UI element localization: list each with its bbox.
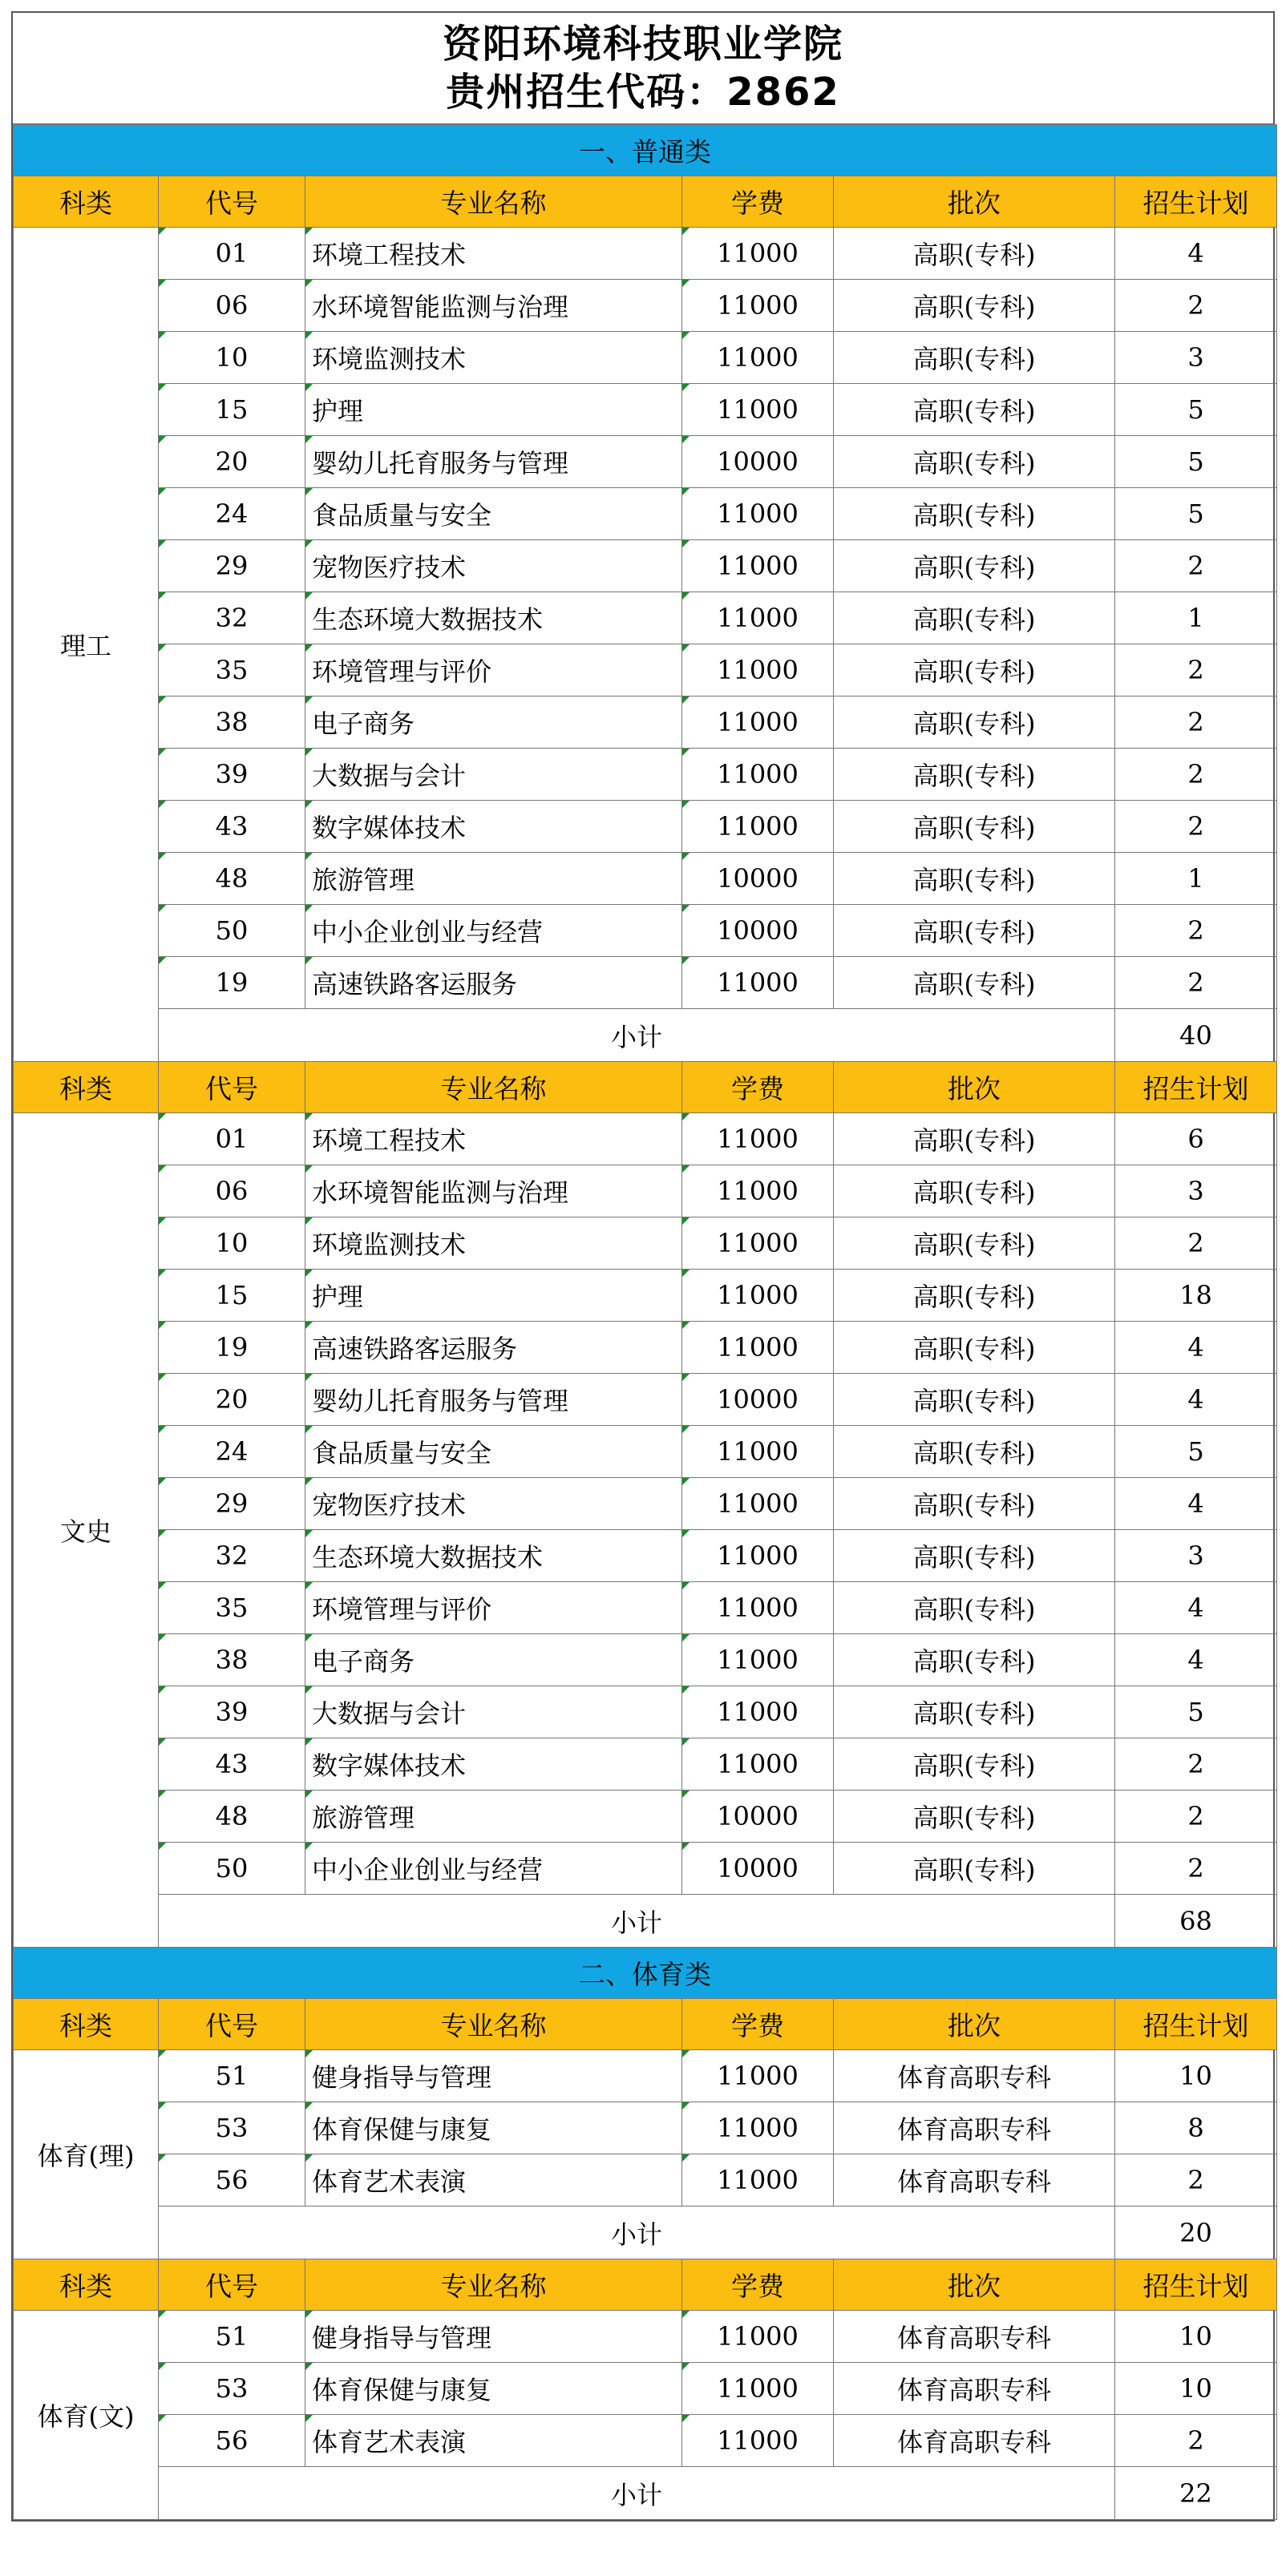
major-name-cell: 体育保健与康复 — [305, 2102, 682, 2154]
subtotal-row — [14, 1009, 1277, 1062]
section-title: 一、普通类 — [14, 125, 1277, 176]
major-name-cell: 大数据与会计 — [305, 749, 682, 801]
table-row — [14, 2102, 1277, 2154]
subtotal-label: 小计 — [159, 2207, 1115, 2259]
section-title-row — [14, 125, 1277, 176]
code-cell: 43 — [159, 1738, 305, 1791]
plan-cell: 5 — [1115, 1686, 1277, 1738]
header-plan: 招生计划 — [1115, 176, 1277, 228]
batch-cell: 高职(专科) — [834, 280, 1115, 332]
major-name-cell: 高速铁路客运服务 — [305, 957, 682, 1009]
major-name-cell: 健身指导与管理 — [305, 2050, 682, 2102]
fee-cell: 11000 — [682, 957, 834, 1009]
header-category: 科类 — [14, 1062, 159, 1113]
fee-cell: 10000 — [682, 1791, 834, 1843]
plan-cell: 4 — [1115, 1634, 1277, 1686]
code-cell: 39 — [159, 749, 305, 801]
column-header-row — [14, 2259, 1277, 2311]
fee-cell: 11000 — [682, 1113, 834, 1165]
code-cell: 53 — [159, 2363, 305, 2415]
major-name-cell: 护理 — [305, 1270, 682, 1322]
major-name-cell: 大数据与会计 — [305, 1686, 682, 1738]
fee-cell: 10000 — [682, 1374, 834, 1426]
subtotal-value: 68 — [1115, 1895, 1277, 1948]
plan-cell: 2 — [1115, 1843, 1277, 1895]
table-row — [14, 436, 1277, 488]
major-name-cell: 婴幼儿托育服务与管理 — [305, 436, 682, 488]
code-cell: 53 — [159, 2102, 305, 2154]
batch-cell: 高职(专科) — [834, 592, 1115, 644]
header-category: 科类 — [14, 176, 159, 228]
header-plan: 招生计划 — [1115, 1062, 1277, 1113]
code-cell: 51 — [159, 2050, 305, 2102]
major-name-cell: 电子商务 — [305, 1634, 682, 1686]
fee-cell: 11000 — [682, 1270, 834, 1322]
batch-cell: 体育高职专科 — [834, 2050, 1115, 2102]
major-name-cell: 食品质量与安全 — [305, 1426, 682, 1478]
fee-cell: 11000 — [682, 1165, 834, 1217]
plan-cell: 4 — [1115, 1582, 1277, 1634]
subtotal-row — [14, 1895, 1277, 1948]
plan-cell: 5 — [1115, 436, 1277, 488]
header-major: 专业名称 — [305, 2259, 682, 2311]
fee-cell: 11000 — [682, 280, 834, 332]
table-row — [14, 1165, 1277, 1217]
plan-cell: 4 — [1115, 1478, 1277, 1530]
table-row — [14, 905, 1277, 957]
fee-cell: 11000 — [682, 644, 834, 696]
code-cell: 48 — [159, 1791, 305, 1843]
table-row — [14, 2050, 1277, 2102]
major-name-cell: 护理 — [305, 384, 682, 436]
batch-cell: 高职(专科) — [834, 1217, 1115, 1270]
fee-cell: 11000 — [682, 1634, 834, 1686]
plan-cell: 1 — [1115, 853, 1277, 905]
code-cell: 56 — [159, 2415, 305, 2467]
subtotal-value: 40 — [1115, 1009, 1277, 1062]
table-row — [14, 853, 1277, 905]
header-fee: 学费 — [682, 2259, 834, 2311]
batch-cell: 高职(专科) — [834, 644, 1115, 696]
major-name-cell: 环境工程技术 — [305, 1113, 682, 1165]
batch-cell: 高职(专科) — [834, 1478, 1115, 1530]
major-name-cell: 数字媒体技术 — [305, 1738, 682, 1791]
table-row — [14, 1270, 1277, 1322]
header-batch: 批次 — [834, 2259, 1115, 2311]
batch-cell: 高职(专科) — [834, 801, 1115, 853]
major-name-cell: 水环境智能监测与治理 — [305, 280, 682, 332]
code-cell: 29 — [159, 540, 305, 592]
table-row — [14, 2363, 1277, 2415]
plan-cell: 10 — [1115, 2363, 1277, 2415]
code-cell: 32 — [159, 1530, 305, 1582]
batch-cell: 高职(专科) — [834, 1582, 1115, 1634]
plan-cell: 2 — [1115, 801, 1277, 853]
table-row — [14, 644, 1277, 696]
header-batch: 批次 — [834, 1999, 1115, 2050]
table-row — [14, 228, 1277, 280]
header-code: 代号 — [159, 1999, 305, 2050]
major-name-cell: 数字媒体技术 — [305, 801, 682, 853]
major-name-cell: 体育保健与康复 — [305, 2363, 682, 2415]
code-cell: 20 — [159, 1374, 305, 1426]
header-fee: 学费 — [682, 176, 834, 228]
subtotal-row — [14, 2467, 1277, 2520]
fee-cell: 11000 — [682, 2154, 834, 2207]
major-name-cell: 中小企业创业与经营 — [305, 905, 682, 957]
subtotal-label: 小计 — [159, 2467, 1115, 2520]
plan-cell: 3 — [1115, 1530, 1277, 1582]
fee-cell: 11000 — [682, 696, 834, 749]
batch-cell: 高职(专科) — [834, 1843, 1115, 1895]
code-cell: 48 — [159, 853, 305, 905]
batch-cell: 高职(专科) — [834, 1738, 1115, 1791]
code-cell: 38 — [159, 1634, 305, 1686]
code-cell: 50 — [159, 1843, 305, 1895]
major-name-cell: 旅游管理 — [305, 853, 682, 905]
subtotal-value: 22 — [1115, 2467, 1277, 2520]
plan-cell: 2 — [1115, 696, 1277, 749]
table-row — [14, 332, 1277, 384]
batch-cell: 高职(专科) — [834, 905, 1115, 957]
code-cell: 56 — [159, 2154, 305, 2207]
major-name-cell: 环境监测技术 — [305, 1217, 682, 1270]
subtotal-label: 小计 — [159, 1895, 1115, 1948]
table-row — [14, 1738, 1277, 1791]
plan-cell: 5 — [1115, 384, 1277, 436]
fee-cell: 11000 — [682, 540, 834, 592]
batch-cell: 高职(专科) — [834, 1530, 1115, 1582]
plan-cell: 10 — [1115, 2050, 1277, 2102]
major-name-cell: 高速铁路客运服务 — [305, 1322, 682, 1374]
plan-cell: 2 — [1115, 1791, 1277, 1843]
table-row — [14, 2154, 1277, 2207]
fee-cell: 10000 — [682, 905, 834, 957]
fee-cell: 11000 — [682, 801, 834, 853]
enrollment-table — [13, 124, 1277, 2520]
table-row — [14, 1113, 1277, 1165]
code-cell: 24 — [159, 1426, 305, 1478]
fee-cell: 11000 — [682, 228, 834, 280]
major-name-cell: 体育艺术表演 — [305, 2415, 682, 2467]
major-name-cell: 中小企业创业与经营 — [305, 1843, 682, 1895]
code-cell: 32 — [159, 592, 305, 644]
code-cell: 35 — [159, 1582, 305, 1634]
header-category: 科类 — [14, 2259, 159, 2311]
header-category: 科类 — [14, 1999, 159, 2050]
plan-cell: 2 — [1115, 644, 1277, 696]
table-body — [14, 125, 1277, 2520]
fee-cell: 11000 — [682, 1426, 834, 1478]
table-row — [14, 1478, 1277, 1530]
table-row — [14, 1634, 1277, 1686]
major-name-cell: 食品质量与安全 — [305, 488, 682, 540]
code-cell: 10 — [159, 1217, 305, 1270]
fee-cell: 11000 — [682, 1686, 834, 1738]
header-batch: 批次 — [834, 176, 1115, 228]
code-cell: 01 — [159, 228, 305, 280]
table-row — [14, 1686, 1277, 1738]
plan-cell: 10 — [1115, 2311, 1277, 2363]
table-row — [14, 2311, 1277, 2363]
plan-cell: 4 — [1115, 1322, 1277, 1374]
header-major: 专业名称 — [305, 1062, 682, 1113]
major-name-cell: 婴幼儿托育服务与管理 — [305, 1374, 682, 1426]
section-title-row — [14, 1948, 1277, 1999]
batch-cell: 体育高职专科 — [834, 2415, 1115, 2467]
table-row — [14, 1322, 1277, 1374]
fee-cell: 11000 — [682, 384, 834, 436]
major-name-cell: 体育艺术表演 — [305, 2154, 682, 2207]
code-cell: 19 — [159, 1322, 305, 1374]
batch-cell: 高职(专科) — [834, 1113, 1115, 1165]
fee-cell: 10000 — [682, 1843, 834, 1895]
category-cell: 体育(文) — [14, 2311, 159, 2520]
table-row — [14, 1791, 1277, 1843]
fee-cell: 11000 — [682, 749, 834, 801]
table-row — [14, 801, 1277, 853]
plan-cell: 1 — [1115, 592, 1277, 644]
code-cell: 29 — [159, 1478, 305, 1530]
code-cell: 39 — [159, 1686, 305, 1738]
batch-cell: 高职(专科) — [834, 488, 1115, 540]
fee-cell: 11000 — [682, 2363, 834, 2415]
batch-cell: 高职(专科) — [834, 1322, 1115, 1374]
major-name-cell: 生态环境大数据技术 — [305, 592, 682, 644]
code-cell: 01 — [159, 1113, 305, 1165]
plan-cell: 2 — [1115, 749, 1277, 801]
plan-cell: 18 — [1115, 1270, 1277, 1322]
fee-cell: 10000 — [682, 436, 834, 488]
batch-cell: 高职(专科) — [834, 696, 1115, 749]
title-line-2: 贵州招生代码：2862 — [446, 70, 840, 115]
category-cell: 理工 — [14, 228, 159, 1062]
plan-cell: 2 — [1115, 1217, 1277, 1270]
subtotal-value: 20 — [1115, 2207, 1277, 2259]
subtotal-label: 小计 — [159, 1009, 1115, 1062]
fee-cell: 11000 — [682, 1582, 834, 1634]
plan-cell: 2 — [1115, 905, 1277, 957]
subtotal-row — [14, 2207, 1277, 2259]
major-name-cell: 电子商务 — [305, 696, 682, 749]
plan-cell: 5 — [1115, 488, 1277, 540]
header-major: 专业名称 — [305, 176, 682, 228]
batch-cell: 高职(专科) — [834, 1791, 1115, 1843]
batch-cell: 高职(专科) — [834, 853, 1115, 905]
header-plan: 招生计划 — [1115, 1999, 1277, 2050]
code-cell: 38 — [159, 696, 305, 749]
batch-cell: 体育高职专科 — [834, 2102, 1115, 2154]
header-plan: 招生计划 — [1115, 2259, 1277, 2311]
table-row — [14, 592, 1277, 644]
code-cell: 35 — [159, 644, 305, 696]
fee-cell: 11000 — [682, 2415, 834, 2467]
plan-cell: 2 — [1115, 280, 1277, 332]
code-cell: 50 — [159, 905, 305, 957]
major-name-cell: 宠物医疗技术 — [305, 540, 682, 592]
plan-cell: 2 — [1115, 957, 1277, 1009]
column-header-row — [14, 176, 1277, 228]
table-row — [14, 384, 1277, 436]
fee-cell: 11000 — [682, 2311, 834, 2363]
major-name-cell: 旅游管理 — [305, 1791, 682, 1843]
plan-cell: 5 — [1115, 1426, 1277, 1478]
header-fee: 学费 — [682, 1999, 834, 2050]
batch-cell: 高职(专科) — [834, 1686, 1115, 1738]
table-row — [14, 2415, 1277, 2467]
table-row — [14, 540, 1277, 592]
plan-cell: 3 — [1115, 332, 1277, 384]
plan-cell: 4 — [1115, 1374, 1277, 1426]
section-title: 二、体育类 — [14, 1948, 1277, 1999]
fee-cell: 10000 — [682, 853, 834, 905]
code-cell: 24 — [159, 488, 305, 540]
document-title — [13, 13, 1273, 124]
table-row — [14, 280, 1277, 332]
major-name-cell: 健身指导与管理 — [305, 2311, 682, 2363]
batch-cell: 体育高职专科 — [834, 2154, 1115, 2207]
code-cell: 10 — [159, 332, 305, 384]
header-batch: 批次 — [834, 1062, 1115, 1113]
column-header-row — [14, 1999, 1277, 2050]
fee-cell: 11000 — [682, 332, 834, 384]
fee-cell: 11000 — [682, 592, 834, 644]
fee-cell: 11000 — [682, 488, 834, 540]
batch-cell: 高职(专科) — [834, 540, 1115, 592]
category-cell: 文史 — [14, 1113, 159, 1948]
plan-cell: 2 — [1115, 2154, 1277, 2207]
batch-cell: 体育高职专科 — [834, 2311, 1115, 2363]
plan-cell: 4 — [1115, 228, 1277, 280]
code-cell: 06 — [159, 280, 305, 332]
table-row — [14, 1843, 1277, 1895]
batch-cell: 高职(专科) — [834, 1270, 1115, 1322]
header-fee: 学费 — [682, 1062, 834, 1113]
table-row — [14, 696, 1277, 749]
plan-cell: 2 — [1115, 1738, 1277, 1791]
code-cell: 19 — [159, 957, 305, 1009]
header-code: 代号 — [159, 176, 305, 228]
table-row — [14, 1582, 1277, 1634]
table-row — [14, 1217, 1277, 1270]
code-cell: 15 — [159, 1270, 305, 1322]
plan-cell: 3 — [1115, 1165, 1277, 1217]
enrollment-sheet — [11, 11, 1275, 2521]
category-cell: 体育(理) — [14, 2050, 159, 2259]
major-name-cell: 环境监测技术 — [305, 332, 682, 384]
plan-cell: 8 — [1115, 2102, 1277, 2154]
code-cell: 20 — [159, 436, 305, 488]
batch-cell: 高职(专科) — [834, 957, 1115, 1009]
plan-cell: 2 — [1115, 2415, 1277, 2467]
major-name-cell: 水环境智能监测与治理 — [305, 1165, 682, 1217]
table-row — [14, 1530, 1277, 1582]
code-cell: 15 — [159, 384, 305, 436]
batch-cell: 高职(专科) — [834, 749, 1115, 801]
column-header-row — [14, 1062, 1277, 1113]
code-cell: 06 — [159, 1165, 305, 1217]
table-row — [14, 1426, 1277, 1478]
code-cell: 51 — [159, 2311, 305, 2363]
batch-cell: 高职(专科) — [834, 1634, 1115, 1686]
fee-cell: 11000 — [682, 1478, 834, 1530]
batch-cell: 高职(专科) — [834, 228, 1115, 280]
batch-cell: 高职(专科) — [834, 436, 1115, 488]
fee-cell: 11000 — [682, 1322, 834, 1374]
batch-cell: 高职(专科) — [834, 384, 1115, 436]
major-name-cell: 生态环境大数据技术 — [305, 1530, 682, 1582]
plan-cell: 6 — [1115, 1113, 1277, 1165]
code-cell: 43 — [159, 801, 305, 853]
table-row — [14, 749, 1277, 801]
header-code: 代号 — [159, 1062, 305, 1113]
plan-cell: 2 — [1115, 540, 1277, 592]
title-line-1: 资阳环境科技职业学院 — [442, 22, 843, 67]
batch-cell: 高职(专科) — [834, 1426, 1115, 1478]
major-name-cell: 环境工程技术 — [305, 228, 682, 280]
major-name-cell: 环境管理与评价 — [305, 644, 682, 696]
batch-cell: 高职(专科) — [834, 1165, 1115, 1217]
major-name-cell: 环境管理与评价 — [305, 1582, 682, 1634]
batch-cell: 高职(专科) — [834, 332, 1115, 384]
fee-cell: 11000 — [682, 2102, 834, 2154]
fee-cell: 11000 — [682, 1530, 834, 1582]
major-name-cell: 宠物医疗技术 — [305, 1478, 682, 1530]
fee-cell: 11000 — [682, 1738, 834, 1791]
batch-cell: 高职(专科) — [834, 1374, 1115, 1426]
fee-cell: 11000 — [682, 2050, 834, 2102]
table-row — [14, 957, 1277, 1009]
header-major: 专业名称 — [305, 1999, 682, 2050]
header-code: 代号 — [159, 2259, 305, 2311]
fee-cell: 11000 — [682, 1217, 834, 1270]
table-row — [14, 1374, 1277, 1426]
batch-cell: 体育高职专科 — [834, 2363, 1115, 2415]
table-row — [14, 488, 1277, 540]
